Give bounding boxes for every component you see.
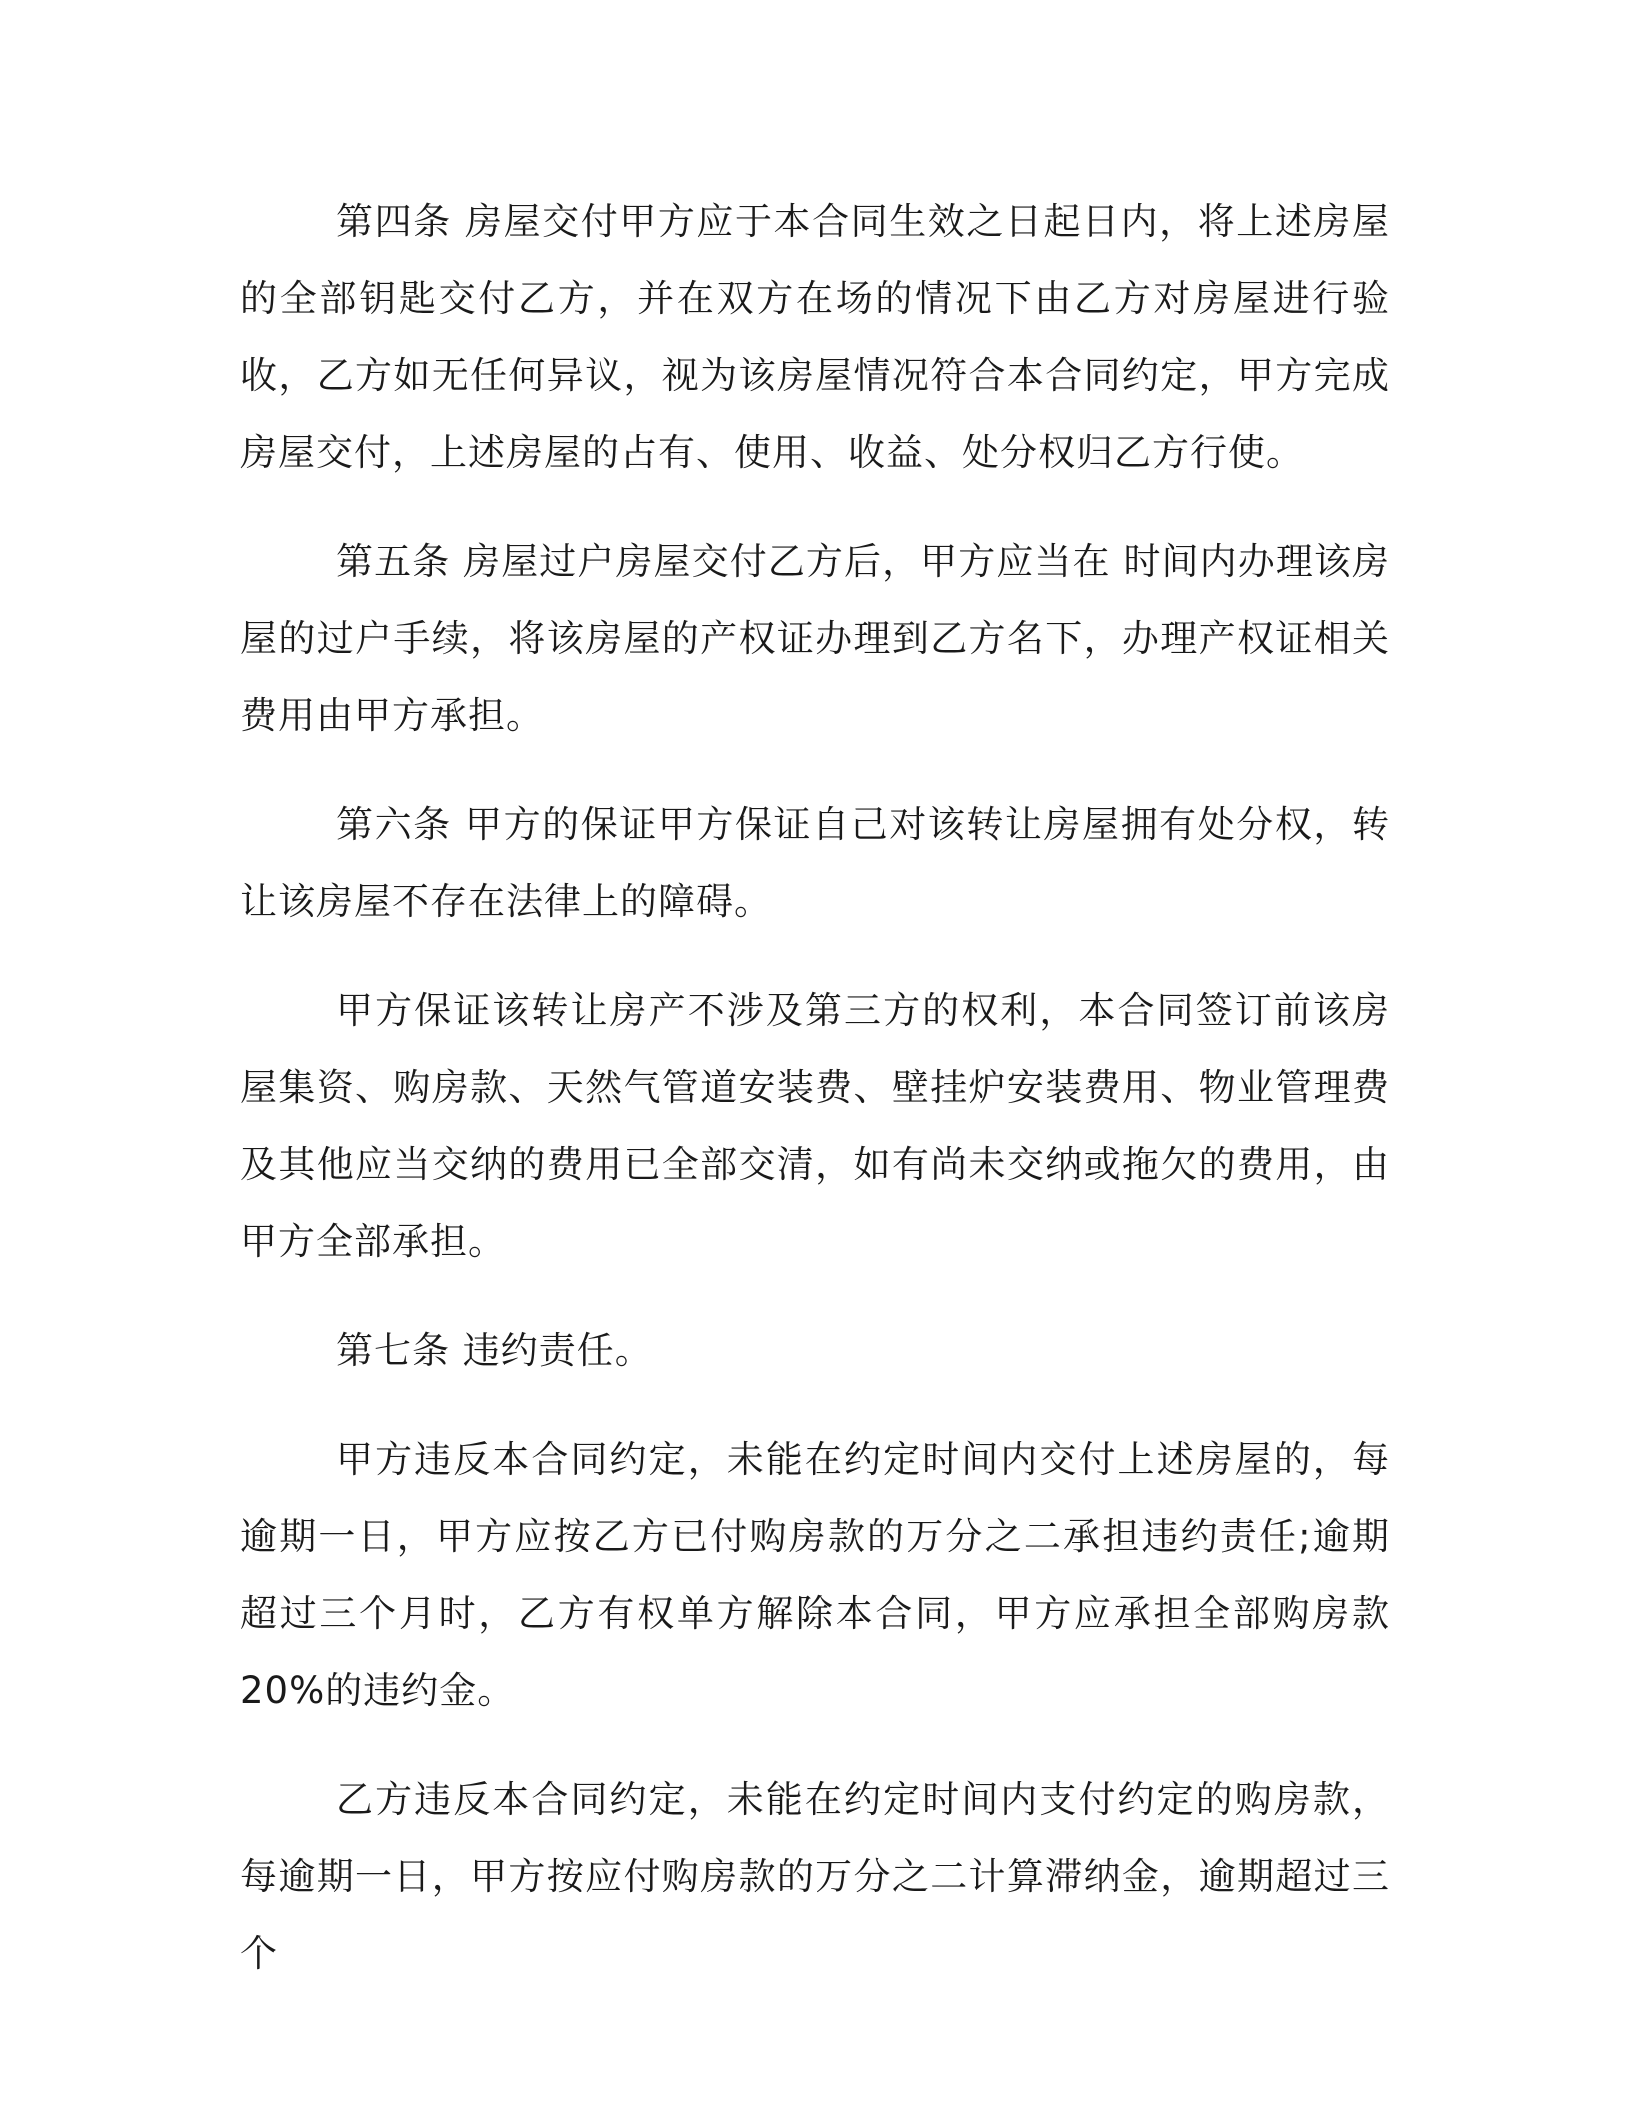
paragraph-party-b-breach: 乙方违反本合同约定，未能在约定时间内支付约定的购房款，每逾期一日，甲方按应付购房款的万分之二计算滞纳金，逾期超过三个 <box>240 1778 1390 1975</box>
paragraph-party-a-breach: 甲方违反本合同约定，未能在约定时间内交付上述房屋的，每逾期一日，甲方应按乙方已付购房款的万分之二承担违约责任;逾期超过三个月时，乙方有权单方解除本合同，甲方应承担全部购房款 20%的违约金。 <box>240 1438 1390 1712</box>
paragraph-party-a-guarantee: 甲方保证该转让房产不涉及第三方的权利，本合同签订前该房屋集资、购房款、天然气管道安装费、壁挂炉安装费用、物业管理费及其他应当交纳的费用已全部交清，如有尚未交纳或拖欠的费用，由甲方全部承担。 <box>240 989 1390 1263</box>
paragraph-article-5: 第五条 房屋过户房屋交付乙方后，甲方应当在 时间内办理该房屋的过户手续，将该房屋的产权证办理到乙方名下，办理产权证相关费用由甲方承担。 <box>240 540 1390 737</box>
document-body <box>240 183 1390 1992</box>
paragraph-article-7: 第七条 违约责任。 <box>336 1329 653 1372</box>
paragraph-article-4: 第四条 房屋交付甲方应于本合同生效之日起日内，将上述房屋的全部钥匙交付乙方，并在双方在场的情况下由乙方对房屋进行验收，乙方如无任何异议，视为该房屋情况符合本合同约定，甲方完成房屋交付，上述房屋的占有、使用、收益、处分权归乙方行使。 <box>240 200 1390 474</box>
paragraph-article-6: 第六条 甲方的保证甲方保证自己对该转让房屋拥有处分权，转让该房屋不存在法律上的障碍。 <box>240 803 1390 923</box>
